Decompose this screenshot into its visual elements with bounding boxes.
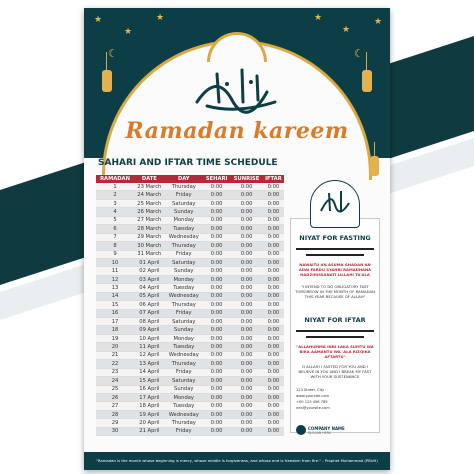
table-cell: 0:00 [263, 334, 284, 342]
table-row [96, 301, 284, 309]
table-cell: 0:00 [203, 242, 230, 250]
table-row [96, 334, 284, 342]
crescent-moon-icon: ☾ [108, 47, 118, 60]
table-cell: 0:00 [230, 351, 262, 359]
niyat-iftar-heading: NIYAT FOR IFTAR [304, 316, 366, 324]
table-row [96, 275, 284, 283]
table-cell: 0:00 [263, 377, 284, 385]
table-row [96, 419, 284, 427]
star-icon: ★ [94, 15, 103, 25]
table-cell: 08 April [134, 318, 165, 326]
arabic-text-line [306, 336, 364, 338]
table-cell: 0:00 [203, 419, 230, 427]
table-cell: Sunday [165, 326, 203, 334]
table-cell: 0:00 [263, 419, 284, 427]
table-cell: Thursday [165, 419, 203, 427]
table-cell: 0:00 [203, 402, 230, 410]
table-cell: 0:00 [230, 377, 262, 385]
table-cell: 0:00 [203, 309, 230, 317]
table-cell: 0:00 [203, 225, 230, 233]
table-cell: 09 April [134, 326, 165, 334]
table-cell: 0:00 [203, 191, 230, 199]
table-cell: 0:00 [230, 419, 262, 427]
table-cell: 0:00 [230, 368, 262, 376]
table-cell: 0:00 [203, 267, 230, 275]
table-cell: Saturday [165, 258, 203, 266]
table-cell: 0:00 [203, 284, 230, 292]
table-cell: Monday [165, 393, 203, 401]
table-cell: 9 [96, 250, 134, 258]
table-cell: 0:00 [263, 292, 284, 300]
table-cell: 25 March [134, 199, 165, 207]
table-cell: Wednesday [165, 351, 203, 359]
niyat-fasting-heading: NIYAT FOR FASTING [299, 234, 371, 242]
table-cell: Thursday [165, 301, 203, 309]
table-cell: 0:00 [203, 183, 230, 191]
table-cell: 0:00 [203, 393, 230, 401]
table-cell: 25 [96, 385, 134, 393]
table-cell: 12 [96, 275, 134, 283]
niyat-iftar-transliteration: "ALLAHUMMA INNI LAKA SUMTU WA BIKA AAMANTU WA 'ALA RIZQIKA AFTARTU" [296, 344, 374, 359]
table-cell: 26 March [134, 208, 165, 216]
table-cell: 0:00 [263, 233, 284, 241]
table-row [96, 284, 284, 292]
table-cell: 11 April [134, 343, 165, 351]
table-cell: 18 April [134, 402, 165, 410]
table-cell: 02 April [134, 267, 165, 275]
table-cell: 0:00 [230, 233, 262, 241]
table-cell: 07 April [134, 309, 165, 317]
star-icon: ★ [124, 27, 133, 37]
table-cell: 0:00 [230, 301, 262, 309]
table-cell: 0:00 [263, 368, 284, 376]
table-row [96, 385, 284, 393]
table-cell: 0:00 [230, 402, 262, 410]
niyat-iftar-meaning: O ALLAH! I FASTED FOR YOU AND I BELIEVE IN YOU AND I BREAK MY FAST WITH YOUR SUSTENANCE [298, 364, 372, 379]
column-header: IFTAR [263, 175, 284, 183]
table-cell: 0:00 [263, 385, 284, 393]
table-cell: 30 [96, 427, 134, 435]
table-cell: 0:00 [230, 225, 262, 233]
table-row [96, 225, 284, 233]
table-cell: 0:00 [203, 343, 230, 351]
table-cell: 0:00 [203, 301, 230, 309]
table-cell: 0:00 [203, 385, 230, 393]
contact-website: www.yoursite.com [296, 394, 330, 398]
table-cell: 29 [96, 419, 134, 427]
table-cell: 14 April [134, 368, 165, 376]
table-cell: 17 [96, 318, 134, 326]
table-cell: 0:00 [230, 284, 262, 292]
table-cell: 5 [96, 216, 134, 224]
table-cell: Saturday [165, 377, 203, 385]
ramadan-flyer [84, 8, 390, 470]
table-cell: 1 [96, 183, 134, 191]
table-cell: 0:00 [203, 258, 230, 266]
flyer-title: Ramadan kareem [125, 118, 349, 144]
table-row [96, 258, 284, 266]
table-row [96, 292, 284, 300]
table-cell: 0:00 [230, 275, 262, 283]
table-row [96, 326, 284, 334]
table-cell: 0:00 [263, 351, 284, 359]
table-cell: 0:00 [230, 326, 262, 334]
table-cell: 0:00 [203, 334, 230, 342]
table-cell: 7 [96, 233, 134, 241]
table-cell: Friday [165, 309, 203, 317]
table-cell: 0:00 [203, 427, 230, 435]
table-cell: Monday [165, 216, 203, 224]
table-cell: 0:00 [263, 275, 284, 283]
star-icon: ★ [314, 13, 323, 23]
table-cell: Thursday [165, 183, 203, 191]
table-cell: 0:00 [203, 351, 230, 359]
crescent-moon-icon: ☾ [354, 47, 364, 60]
arabic-text-line [296, 248, 374, 250]
column-header: SUNRISE [230, 175, 262, 183]
table-cell: 0:00 [263, 301, 284, 309]
table-cell: 05 April [134, 292, 165, 300]
niyat-fasting-meaning: "I INTEND TO DO OBLIGATORY FAST TOMORROW IN THE MONTH OF RAMADAN THIS YEAR BECAUSE OF ALLAH" [295, 284, 375, 299]
table-cell: 0:00 [230, 208, 262, 216]
table-cell: 14 [96, 292, 134, 300]
table-cell: 0:00 [230, 410, 262, 418]
table-cell: 31 March [134, 250, 165, 258]
table-cell: 0:00 [230, 242, 262, 250]
table-cell: Monday [165, 275, 203, 283]
table-cell: 0:00 [263, 318, 284, 326]
column-header: SEHARI [203, 175, 230, 183]
table-cell: 0:00 [203, 318, 230, 326]
table-cell: 8 [96, 242, 134, 250]
table-cell: 0:00 [230, 250, 262, 258]
table-row [96, 309, 284, 317]
table-row [96, 351, 284, 359]
table-cell: 0:00 [230, 216, 262, 224]
table-row [96, 267, 284, 275]
table-cell: 4 [96, 208, 134, 216]
table-cell: 0:00 [203, 275, 230, 283]
table-row [96, 191, 284, 199]
table-row [96, 183, 284, 191]
table-cell: 26 [96, 393, 134, 401]
table-cell: 0:00 [263, 326, 284, 334]
table-row [96, 393, 284, 401]
schedule-table [96, 175, 284, 436]
contact-phone: +00 123 456 789 [296, 400, 328, 404]
calligraphy-emblem-icon [311, 181, 359, 221]
table-cell: 0:00 [230, 360, 262, 368]
table-cell: 13 [96, 284, 134, 292]
table-row [96, 377, 284, 385]
table-row [96, 402, 284, 410]
table-cell: 0:00 [203, 326, 230, 334]
table-cell: 0:00 [203, 292, 230, 300]
company-tagline: SLOGAN HERE [308, 431, 331, 435]
table-cell: 0:00 [203, 233, 230, 241]
table-cell: 3 [96, 199, 134, 207]
table-cell: Thursday [165, 360, 203, 368]
table-cell: 27 March [134, 216, 165, 224]
table-cell: 21 [96, 351, 134, 359]
table-cell: 0:00 [203, 410, 230, 418]
table-row [96, 208, 284, 216]
table-cell: 0:00 [263, 183, 284, 191]
footer-quote: "Ramadan is the month whose beginning is mercy, whose middle is forgiveness, and whose end is freedom from fire." - Prophet Muhammad (PBUH) [84, 452, 390, 470]
table-cell: Monday [165, 334, 203, 342]
table-cell: 0:00 [263, 284, 284, 292]
table-cell: 13 April [134, 360, 165, 368]
niyat-panel [288, 178, 382, 434]
table-cell: Sunday [165, 267, 203, 275]
table-cell: 0:00 [263, 250, 284, 258]
table-cell: 01 April [134, 258, 165, 266]
table-cell: 04 April [134, 284, 165, 292]
table-cell: 0:00 [263, 360, 284, 368]
table-row [96, 233, 284, 241]
table-cell: Wednesday [165, 292, 203, 300]
table-cell: 0:00 [263, 393, 284, 401]
table-cell: Tuesday [165, 284, 203, 292]
table-cell: 0:00 [230, 183, 262, 191]
table-row [96, 216, 284, 224]
column-header: DATE [134, 175, 165, 183]
table-cell: 0:00 [263, 410, 284, 418]
table-cell: 0:00 [230, 334, 262, 342]
table-row [96, 318, 284, 326]
table-cell: 17 April [134, 393, 165, 401]
lantern-icon [370, 156, 379, 176]
table-cell: 20 April [134, 419, 165, 427]
table-cell: 16 [96, 309, 134, 317]
table-cell: 0:00 [230, 267, 262, 275]
table-cell: 0:00 [203, 199, 230, 207]
table-cell: 27 [96, 402, 134, 410]
column-header: RAMADAN [96, 175, 134, 183]
table-cell: 0:00 [203, 368, 230, 376]
arabic-text-line [306, 254, 364, 256]
table-row [96, 250, 284, 258]
table-cell: 23 [96, 368, 134, 376]
table-cell: 0:00 [230, 199, 262, 207]
table-row [96, 242, 284, 250]
table-cell: 30 March [134, 242, 165, 250]
table-cell: Tuesday [165, 402, 203, 410]
table-cell: 0:00 [263, 216, 284, 224]
table-cell: 0:00 [230, 385, 262, 393]
star-icon: ★ [342, 25, 351, 35]
table-cell: 0:00 [230, 318, 262, 326]
table-row [96, 368, 284, 376]
table-cell: 0:00 [263, 427, 284, 435]
table-cell: 0:00 [263, 191, 284, 199]
table-cell: 0:00 [263, 208, 284, 216]
table-row [96, 427, 284, 435]
table-cell: 0:00 [230, 427, 262, 435]
table-cell: 20 [96, 343, 134, 351]
table-cell: 06 April [134, 301, 165, 309]
table-cell: 2 [96, 191, 134, 199]
table-row [96, 343, 284, 351]
table-row [96, 199, 284, 207]
table-cell: Sunday [165, 208, 203, 216]
table-cell: 0:00 [263, 199, 284, 207]
table-cell: 0:00 [203, 216, 230, 224]
table-cell: 21 April [134, 427, 165, 435]
table-cell: 0:00 [263, 343, 284, 351]
table-row [96, 410, 284, 418]
allahu-akbar-calligraphy-icon [187, 62, 287, 114]
table-cell: 0:00 [263, 309, 284, 317]
table-cell: 0:00 [230, 393, 262, 401]
table-cell: 0:00 [230, 191, 262, 199]
table-cell: 03 April [134, 275, 165, 283]
table-cell: 24 March [134, 191, 165, 199]
table-cell: 10 [96, 258, 134, 266]
lantern-icon [102, 70, 112, 92]
table-cell: 28 March [134, 225, 165, 233]
table-cell: 0:00 [263, 242, 284, 250]
table-cell: 29 March [134, 233, 165, 241]
table-cell: Tuesday [165, 343, 203, 351]
schedule-title: SAHARI AND IFTAR TIME SCHEDULE [98, 158, 278, 168]
table-cell: 15 April [134, 377, 165, 385]
table-cell: 0:00 [263, 267, 284, 275]
table-cell: Wednesday [165, 410, 203, 418]
company-name: COMPANY NAME [308, 426, 345, 431]
table-cell: Friday [165, 368, 203, 376]
table-cell: 16 April [134, 385, 165, 393]
table-cell: Saturday [165, 318, 203, 326]
table-cell: Thursday [165, 242, 203, 250]
table-cell: 28 [96, 410, 134, 418]
dome-emblem [310, 180, 360, 228]
table-cell: 0:00 [230, 343, 262, 351]
table-cell: Friday [165, 191, 203, 199]
table-cell: 22 [96, 360, 134, 368]
table-cell: 0:00 [203, 377, 230, 385]
table-cell: Sunday [165, 385, 203, 393]
niyat-fasting-transliteration: NAWAITU AN ASUMA GHADAN AN ADAI FARDU SYAHRI RAMADHANA HADZIHISSANATI LILLAHI TA'ALA [298, 262, 372, 277]
table-cell: Friday [165, 427, 203, 435]
arabic-text-line [296, 330, 374, 332]
table-cell: 0:00 [263, 402, 284, 410]
contact-email: info@yoursite.com [296, 406, 330, 410]
column-header: DAY [165, 175, 203, 183]
table-cell: 10 April [134, 334, 165, 342]
table-cell: Saturday [165, 199, 203, 207]
table-cell: Tuesday [165, 225, 203, 233]
contact-address: 123 Street, City [296, 388, 325, 392]
table-cell: 0:00 [230, 258, 262, 266]
table-cell: 0:00 [203, 250, 230, 258]
table-cell: 19 April [134, 410, 165, 418]
table-row [96, 360, 284, 368]
table-cell: Wednesday [165, 233, 203, 241]
company-logo-icon [296, 425, 306, 435]
table-cell: 18 [96, 326, 134, 334]
table-cell: 23 March [134, 183, 165, 191]
table-cell: 0:00 [263, 258, 284, 266]
table-cell: 0:00 [263, 225, 284, 233]
table-cell: 19 [96, 334, 134, 342]
table-cell: 24 [96, 377, 134, 385]
table-cell: 0:00 [203, 208, 230, 216]
lantern-icon [362, 70, 372, 92]
star-icon: ★ [374, 17, 383, 27]
table-cell: 0:00 [230, 309, 262, 317]
table-cell: 11 [96, 267, 134, 275]
table-cell: 12 April [134, 351, 165, 359]
star-icon: ★ [156, 13, 165, 23]
table-cell: Friday [165, 250, 203, 258]
table-cell: 0:00 [203, 360, 230, 368]
table-cell: 6 [96, 225, 134, 233]
table-cell: 15 [96, 301, 134, 309]
table-cell: 0:00 [230, 292, 262, 300]
